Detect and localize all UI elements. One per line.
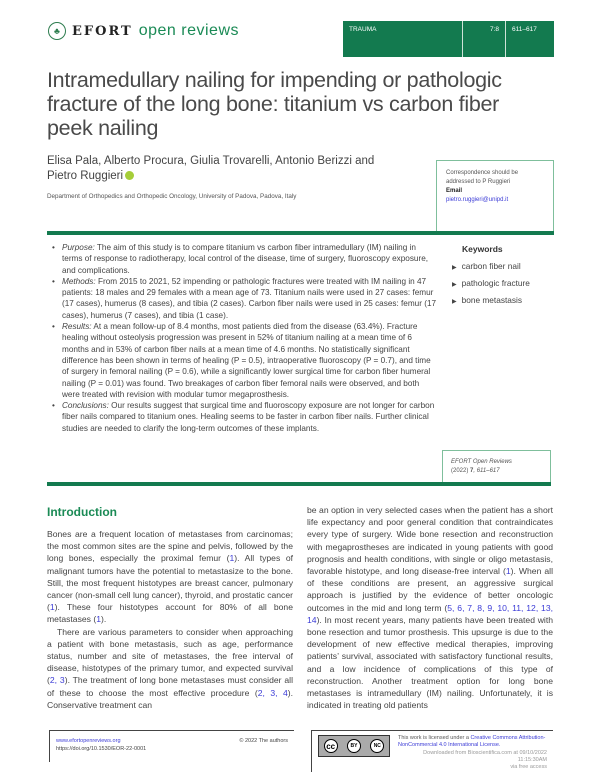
text: ). When all of these conditions are present, an aggressive surgical approach is justified by the evidence of better oncologic outcomes in the mid and long term ( — [307, 566, 554, 613]
triangle-bullet-icon: ▶ — [452, 299, 457, 305]
reference-link[interactable]: 1 — [96, 614, 101, 625]
abstract-text: Our results suggest that surgical time and fluoroscopy exposure are not longer for carbon fiber nails compared to titanium ones. Healing seems to be faster in carbon fiber nails. Further clinical studies are needed to clarify the long-term outcomes of these implants. — [62, 401, 435, 433]
logo-open-reviews: open reviews — [138, 22, 239, 39]
text: ). Conservative treatment can — [47, 687, 293, 710]
section-heading-introduction: Introduction — [47, 505, 117, 519]
keyword-text: carbon fiber nail — [461, 261, 521, 271]
journal-logo — [48, 22, 239, 40]
section-label: TRAUMA — [343, 21, 463, 57]
cc-icon: cc — [324, 739, 338, 753]
text: ). These four histotypes account for 80% of all bone metastases ( — [47, 602, 293, 625]
efort-seal-icon: ♣ — [48, 22, 66, 40]
access-notice: via free access — [510, 764, 547, 770]
email-link[interactable]: pietro.ruggieri@unipd.it — [446, 197, 509, 203]
body-column-left — [47, 528, 293, 711]
by-icon: BY — [347, 739, 361, 753]
abstract-label: Purpose: — [62, 243, 95, 252]
paragraph — [307, 504, 553, 711]
text: ). The treatment of long bone metastases must consider all of these to choose the most effective procedure ( — [47, 675, 293, 698]
text: ). — [100, 614, 107, 625]
abstract-text: The aim of this study is to compare titanium vs carbon fiber intramedullary (IM) nailing in terms of response to radiotherapy, local control of the disease, time of surgery, fluoroscopy exposure, and complications. — [62, 243, 429, 275]
text: There are various parameters to consider when approaching a patient with bone metastasis, such as age, performance status, number and site of metastases, the free interval of disease, histotypes of the primary tumor, and expected survival ( — [47, 626, 293, 686]
abstract-item — [50, 242, 438, 276]
abstract-label: Results: — [62, 322, 92, 332]
reference-link[interactable]: 1 — [229, 553, 235, 564]
cc-by-nc-badge[interactable] — [318, 735, 390, 757]
logo-efort: EFORT — [72, 23, 133, 39]
abstract-item — [50, 276, 438, 321]
download-block — [398, 750, 547, 771]
reference-link[interactable]: 1 — [49, 602, 55, 613]
license-block — [398, 735, 547, 768]
orcid-icon[interactable] — [125, 171, 134, 180]
issue-label: 7:8 — [463, 21, 506, 57]
pages-label: 611–617 — [506, 21, 554, 57]
nc-icon: NC — [370, 739, 384, 753]
triangle-bullet-icon: ▶ — [452, 282, 457, 288]
text: Bones are a frequent location of metastases from carcinomas; the most common sites are the spine and pelvis, followed by the long bones, especially the proximal femur ( — [47, 529, 293, 564]
abstract — [50, 242, 438, 434]
keyword-text: pathologic fracture — [461, 278, 530, 288]
keywords-heading: Keywords — [462, 244, 503, 254]
correspondence-box — [436, 160, 554, 233]
text: be an option in very selected cases when the patient has a short life expectancy and poor general condition that contraindicates every type of surgery. Wide bone resection and reconstruction with megaprostheses are indicated in young patients with good prognosis and health conditions, with single or oligo metastasis, favorable histotype, and long disease-free interval ( — [307, 505, 553, 577]
citation-year: (2022) — [451, 468, 469, 474]
abstract-label: Conclusions: — [62, 401, 109, 411]
citation-pages: , 611–617 — [473, 468, 500, 474]
paragraph — [47, 626, 293, 711]
keywords — [452, 244, 530, 310]
reference-link[interactable]: 2, 3, 4 — [257, 687, 288, 698]
website-link[interactable]: www.efortopenreviews.org — [56, 738, 121, 744]
abstract-item — [50, 400, 438, 434]
doi: https://doi.org/10.1530/EOR-22-0001 — [56, 746, 147, 752]
abstract-text: From 2015 to 2021, 52 impending or pathologic fractures were treated with IM nailing in 47 patients: 18 males and 29 females with a mean age of 73. Titanium nails were used in 27 cases: femur (17 cases), humerus (8 cases), and tibia (2 cases). Carbon fiber nails were used in 25 cases: femur (17 cases), humerus (7 cases), and tibia (1 case). — [62, 276, 437, 320]
correspondence-text: Correspondence should be addressed to P Ruggieri — [446, 170, 519, 185]
divider — [47, 231, 554, 235]
authors — [47, 154, 377, 184]
author-list: Elisa Pala, Alberto Procura, Giulia Trovarelli, Antonio Berizzi and Pietro Ruggieri — [47, 155, 375, 182]
keyword-item — [452, 259, 530, 276]
affiliation: Department of Orthopedics and Orthopedic Oncology, University of Padova, Padova, Italy — [47, 193, 297, 200]
header-info-box — [343, 21, 554, 57]
license-text: This work is licensed under a — [398, 735, 471, 741]
copyright: © 2022 The authors — [239, 738, 288, 744]
reference-link[interactable]: 2, 3 — [49, 675, 65, 686]
reference-link[interactable]: 5, 6, 7, 8, 9, 10, 11, 12, 13, 14 — [307, 602, 553, 625]
email-label: Email — [446, 188, 463, 194]
abstract-item — [50, 321, 438, 400]
footer-right — [311, 730, 553, 772]
triangle-bullet-icon: ▶ — [452, 265, 457, 271]
abstract-label: Methods: — [62, 276, 96, 286]
keyword-item — [452, 276, 530, 293]
keyword-text: bone metastasis — [461, 295, 523, 305]
citation-journal: EFORT Open Reviews — [451, 459, 512, 465]
citation-volume: 7 — [470, 468, 474, 474]
keyword-item — [452, 293, 530, 310]
abstract-text: At a mean follow-up of 8.4 months, most patients died from the disease (63.4%). Fracture healing without osteolysis progression was present in 52% of titanium nailing at a mean time of 6 months and in 53% of carbon fiber nails at a mean time of 4.6 months. No statistically significant difference has been shown in terms of healing (P = 0.5), intraoperative fluoroscopy (P = 0.7), and time of surgery in femoral nailing (P = 0.6), while a significantly lower surgical time for carbon fiber humeral nailing (P = 0.01) was found. Two breakages of carbon fiber femoral nails were observed, and both were treated with revision with modular tumor megaprosthesis. — [62, 322, 431, 399]
body-column-right — [307, 504, 553, 711]
divider — [47, 482, 551, 486]
download-notice: Downloaded from Bioscientifica.com at 09/10/2022 11:15:30AM — [423, 750, 547, 763]
license-link[interactable]: Creative Commons Attribution-NonCommercial 4.0 International License. — [398, 735, 546, 748]
paragraph — [47, 528, 293, 626]
citation-box — [442, 450, 551, 483]
text: ). All types of malignant tumors have the potential to metastasize to the bone. Still, the most frequent histotypes are breast cancer, pulmonary cancer (non-small cell lung cancer), thyroid, and prostatic cancer ( — [47, 553, 293, 613]
text: ). In most recent years, many patients have been treated with bone resection and tumor prosthesis. This upsurge is due to the development of new effective medical therapies, improving patients’ survival, associated with satisfactory functional results, and a low incidence of complications of this type of reconstruction. Another treatment option for long bone metastases is intramedullary (IM) nailing. Unfortunately, it is indicated in treating old patients — [307, 614, 553, 711]
footer-left — [49, 730, 294, 762]
article-title: Intramedullary nailing for impending or pathologic fracture of the long bone: titanium vs carbon fiber peek nailing — [47, 68, 502, 140]
reference-link[interactable]: 1 — [505, 566, 511, 577]
